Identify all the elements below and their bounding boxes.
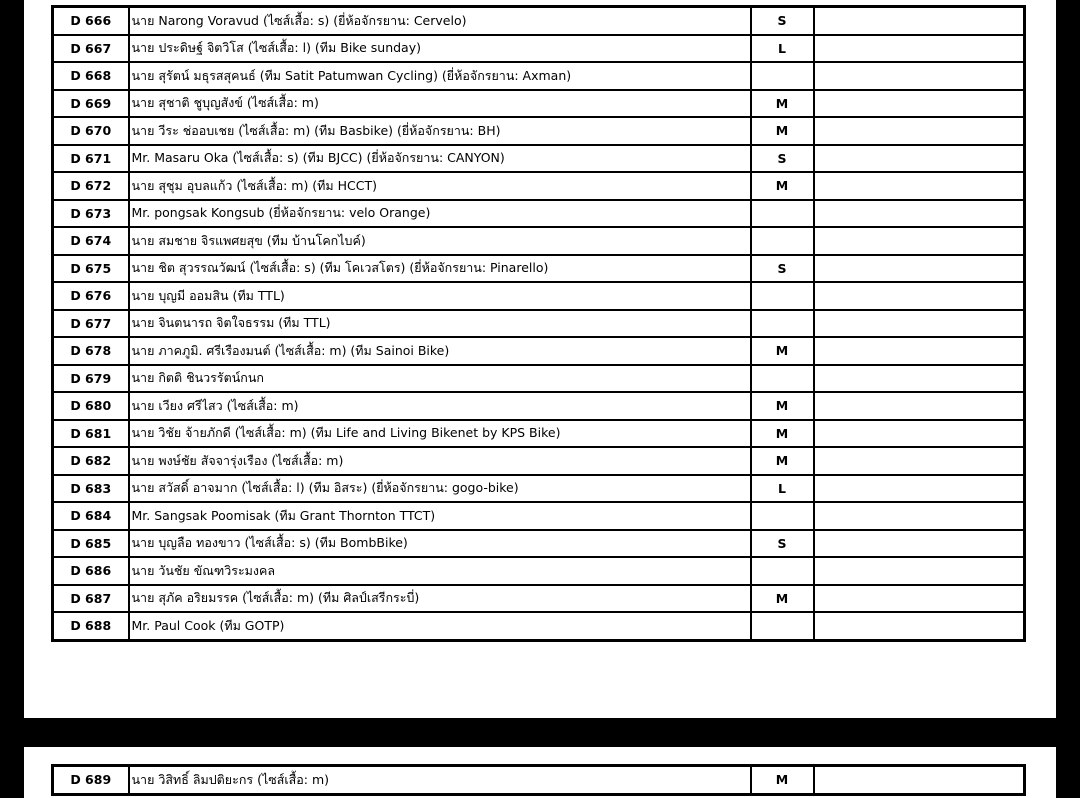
blank-cell [814,172,1025,200]
table-row [53,255,1025,283]
participant-name-cell: นาย วิสิทธิ์ ลิมปติยะกร (ไซส์เสื้อ: m) [129,766,751,795]
participant-table [51,5,1026,642]
blank-cell [814,255,1025,283]
shirt-size-cell [751,282,814,310]
table-row [53,612,1025,640]
blank-cell [814,337,1025,365]
shirt-size-cell: M [751,117,814,145]
shirt-size-cell: M [751,447,814,475]
bib-number-cell: D 689 [53,766,129,795]
participant-name-cell: Mr. Masaru Oka (ไซส์เสื้อ: s) (ทีม BJCC) (ยี่ห้อจักรยาน: CANYON) [129,145,751,173]
bib-number-cell: D 681 [53,420,129,448]
participant-name-cell: นาย สุชาติ ชูบุญสังข์ (ไซส์เสื้อ: m) [129,90,751,118]
bib-number-cell: D 668 [53,62,129,90]
participant-name-cell: นาย ภาคภูมิ. ศรีเรืองมนต์ (ไซส์เสื้อ: m) (ทีม Sainoi Bike) [129,337,751,365]
blank-cell [814,447,1025,475]
shirt-size-cell: M [751,172,814,200]
table-row [53,145,1025,173]
participant-table [51,764,1026,796]
participant-name-cell: นาย จินตนารถ จิตใจธรรม (ทีม TTL) [129,310,751,338]
shirt-size-cell: S [751,530,814,558]
shirt-size-cell: M [751,766,814,795]
blank-cell [814,420,1025,448]
table-row [53,502,1025,530]
blank-cell [814,282,1025,310]
bib-number-cell: D 683 [53,475,129,503]
shirt-size-cell [751,502,814,530]
bib-number-cell: D 673 [53,200,129,228]
participant-name-cell: นาย สมชาย จิรแพศยสุข (ทีม บ้านโคกไบค์) [129,227,751,255]
bib-number-cell: D 667 [53,35,129,63]
table-row [53,7,1025,35]
bib-number-cell: D 684 [53,502,129,530]
table-row [53,475,1025,503]
bib-number-cell: D 676 [53,282,129,310]
bib-number-cell: D 675 [53,255,129,283]
table-row [53,282,1025,310]
participant-name-cell: นาย กิตติ ชินวรรัตน์กนก [129,365,751,393]
table-row [53,557,1025,585]
blank-cell [814,557,1025,585]
blank-cell [814,90,1025,118]
blank-cell [814,502,1025,530]
bib-number-cell: D 672 [53,172,129,200]
participant-name-cell: นาย พงษ์ชัย สัจจารุ่งเรือง (ไซส์เสื้อ: m) [129,447,751,475]
table-row [53,200,1025,228]
blank-cell [814,145,1025,173]
blank-cell [814,392,1025,420]
table-row [53,227,1025,255]
participant-name-cell: นาย สุชุม อุบลแก้ว (ไซส์เสื้อ: m) (ทีม HCCT) [129,172,751,200]
bib-number-cell: D 669 [53,90,129,118]
participant-name-cell: นาย วีระ ช่ออบเชย (ไซส์เสื้อ: m) (ทีม Basbike) (ยี่ห้อจักรยาน: BH) [129,117,751,145]
blank-cell [814,310,1025,338]
shirt-size-cell: M [751,392,814,420]
document-page-2 [24,747,1056,798]
blank-cell [814,365,1025,393]
participant-name-cell: นาย สวัสดิ์ อาจมาก (ไซส์เสื้อ: l) (ทีม อิสระ) (ยี่ห้อจักรยาน: gogo-bike) [129,475,751,503]
bib-number-cell: D 688 [53,612,129,640]
bib-number-cell: D 685 [53,530,129,558]
table-row [53,585,1025,613]
participant-name-cell: นาย วิชัย จ้ายภักดี (ไซส์เสื้อ: m) (ทีม Life and Living Bikenet by KPS Bike) [129,420,751,448]
table-row [53,90,1025,118]
participant-name-cell: Mr. pongsak Kongsub (ยี่ห้อจักรยาน: velo Orange) [129,200,751,228]
participant-name-cell: นาย สุรัตน์ มธุรสสุคนธ์ (ทีม Satit Patumwan Cycling) (ยี่ห้อจักรยาน: Axman) [129,62,751,90]
bib-number-cell: D 679 [53,365,129,393]
bib-number-cell: D 686 [53,557,129,585]
shirt-size-cell [751,557,814,585]
shirt-size-cell: S [751,145,814,173]
shirt-size-cell: L [751,35,814,63]
bib-number-cell: D 677 [53,310,129,338]
blank-cell [814,62,1025,90]
participant-name-cell: นาย Narong Voravud (ไซส์เสื้อ: s) (ยี่ห้อจักรยาน: Cervelo) [129,7,751,35]
blank-cell [814,530,1025,558]
blank-cell [814,200,1025,228]
blank-cell [814,35,1025,63]
shirt-size-cell [751,62,814,90]
bib-number-cell: D 670 [53,117,129,145]
shirt-size-cell [751,612,814,640]
bib-number-cell: D 682 [53,447,129,475]
shirt-size-cell: M [751,420,814,448]
bib-number-cell: D 666 [53,7,129,35]
table-row [53,62,1025,90]
table-row [53,530,1025,558]
participant-name-cell: นาย ชิต สุวรรณวัฒน์ (ไซส์เสื้อ: s) (ทีม โคเวสโตร) (ยี่ห้อจักรยาน: Pinarello) [129,255,751,283]
table-row [53,766,1025,795]
participant-name-cell: นาย วันชัย ขัณฑวิระมงคล [129,557,751,585]
bib-number-cell: D 671 [53,145,129,173]
participant-name-cell: Mr. Paul Cook (ทีม GOTP) [129,612,751,640]
bib-number-cell: D 680 [53,392,129,420]
shirt-size-cell: M [751,337,814,365]
blank-cell [814,117,1025,145]
table-row [53,117,1025,145]
bib-number-cell: D 687 [53,585,129,613]
table-row [53,310,1025,338]
shirt-size-cell: M [751,585,814,613]
shirt-size-cell [751,365,814,393]
blank-cell [814,612,1025,640]
blank-cell [814,766,1025,795]
shirt-size-cell: S [751,255,814,283]
participant-name-cell: นาย บุญมี ออมสิน (ทีม TTL) [129,282,751,310]
participant-name-cell: นาย บุญลือ ทองขาว (ไซส์เสื้อ: s) (ทีม BombBike) [129,530,751,558]
participant-name-cell: นาย สุภัค อริยมรรค (ไซส์เสื้อ: m) (ทีม ศิลป์เสรีกระบี่) [129,585,751,613]
table-row [53,337,1025,365]
shirt-size-cell: M [751,90,814,118]
shirt-size-cell: L [751,475,814,503]
blank-cell [814,7,1025,35]
document-page-1 [24,0,1056,718]
table-row [53,172,1025,200]
participant-name-cell: นาย ประดิษฐ์ จิตวิโส (ไซส์เสื้อ: l) (ทีม Bike sunday) [129,35,751,63]
blank-cell [814,227,1025,255]
table-row [53,392,1025,420]
table-row [53,35,1025,63]
shirt-size-cell [751,310,814,338]
table-row [53,420,1025,448]
table-row [53,365,1025,393]
bib-number-cell: D 678 [53,337,129,365]
blank-cell [814,475,1025,503]
shirt-size-cell: S [751,7,814,35]
table-row [53,447,1025,475]
bib-number-cell: D 674 [53,227,129,255]
shirt-size-cell [751,200,814,228]
blank-cell [814,585,1025,613]
shirt-size-cell [751,227,814,255]
participant-name-cell: นาย เวียง ศรีไสว (ไซส์เสื้อ: m) [129,392,751,420]
participant-name-cell: Mr. Sangsak Poomisak (ทีม Grant Thornton TTCT) [129,502,751,530]
